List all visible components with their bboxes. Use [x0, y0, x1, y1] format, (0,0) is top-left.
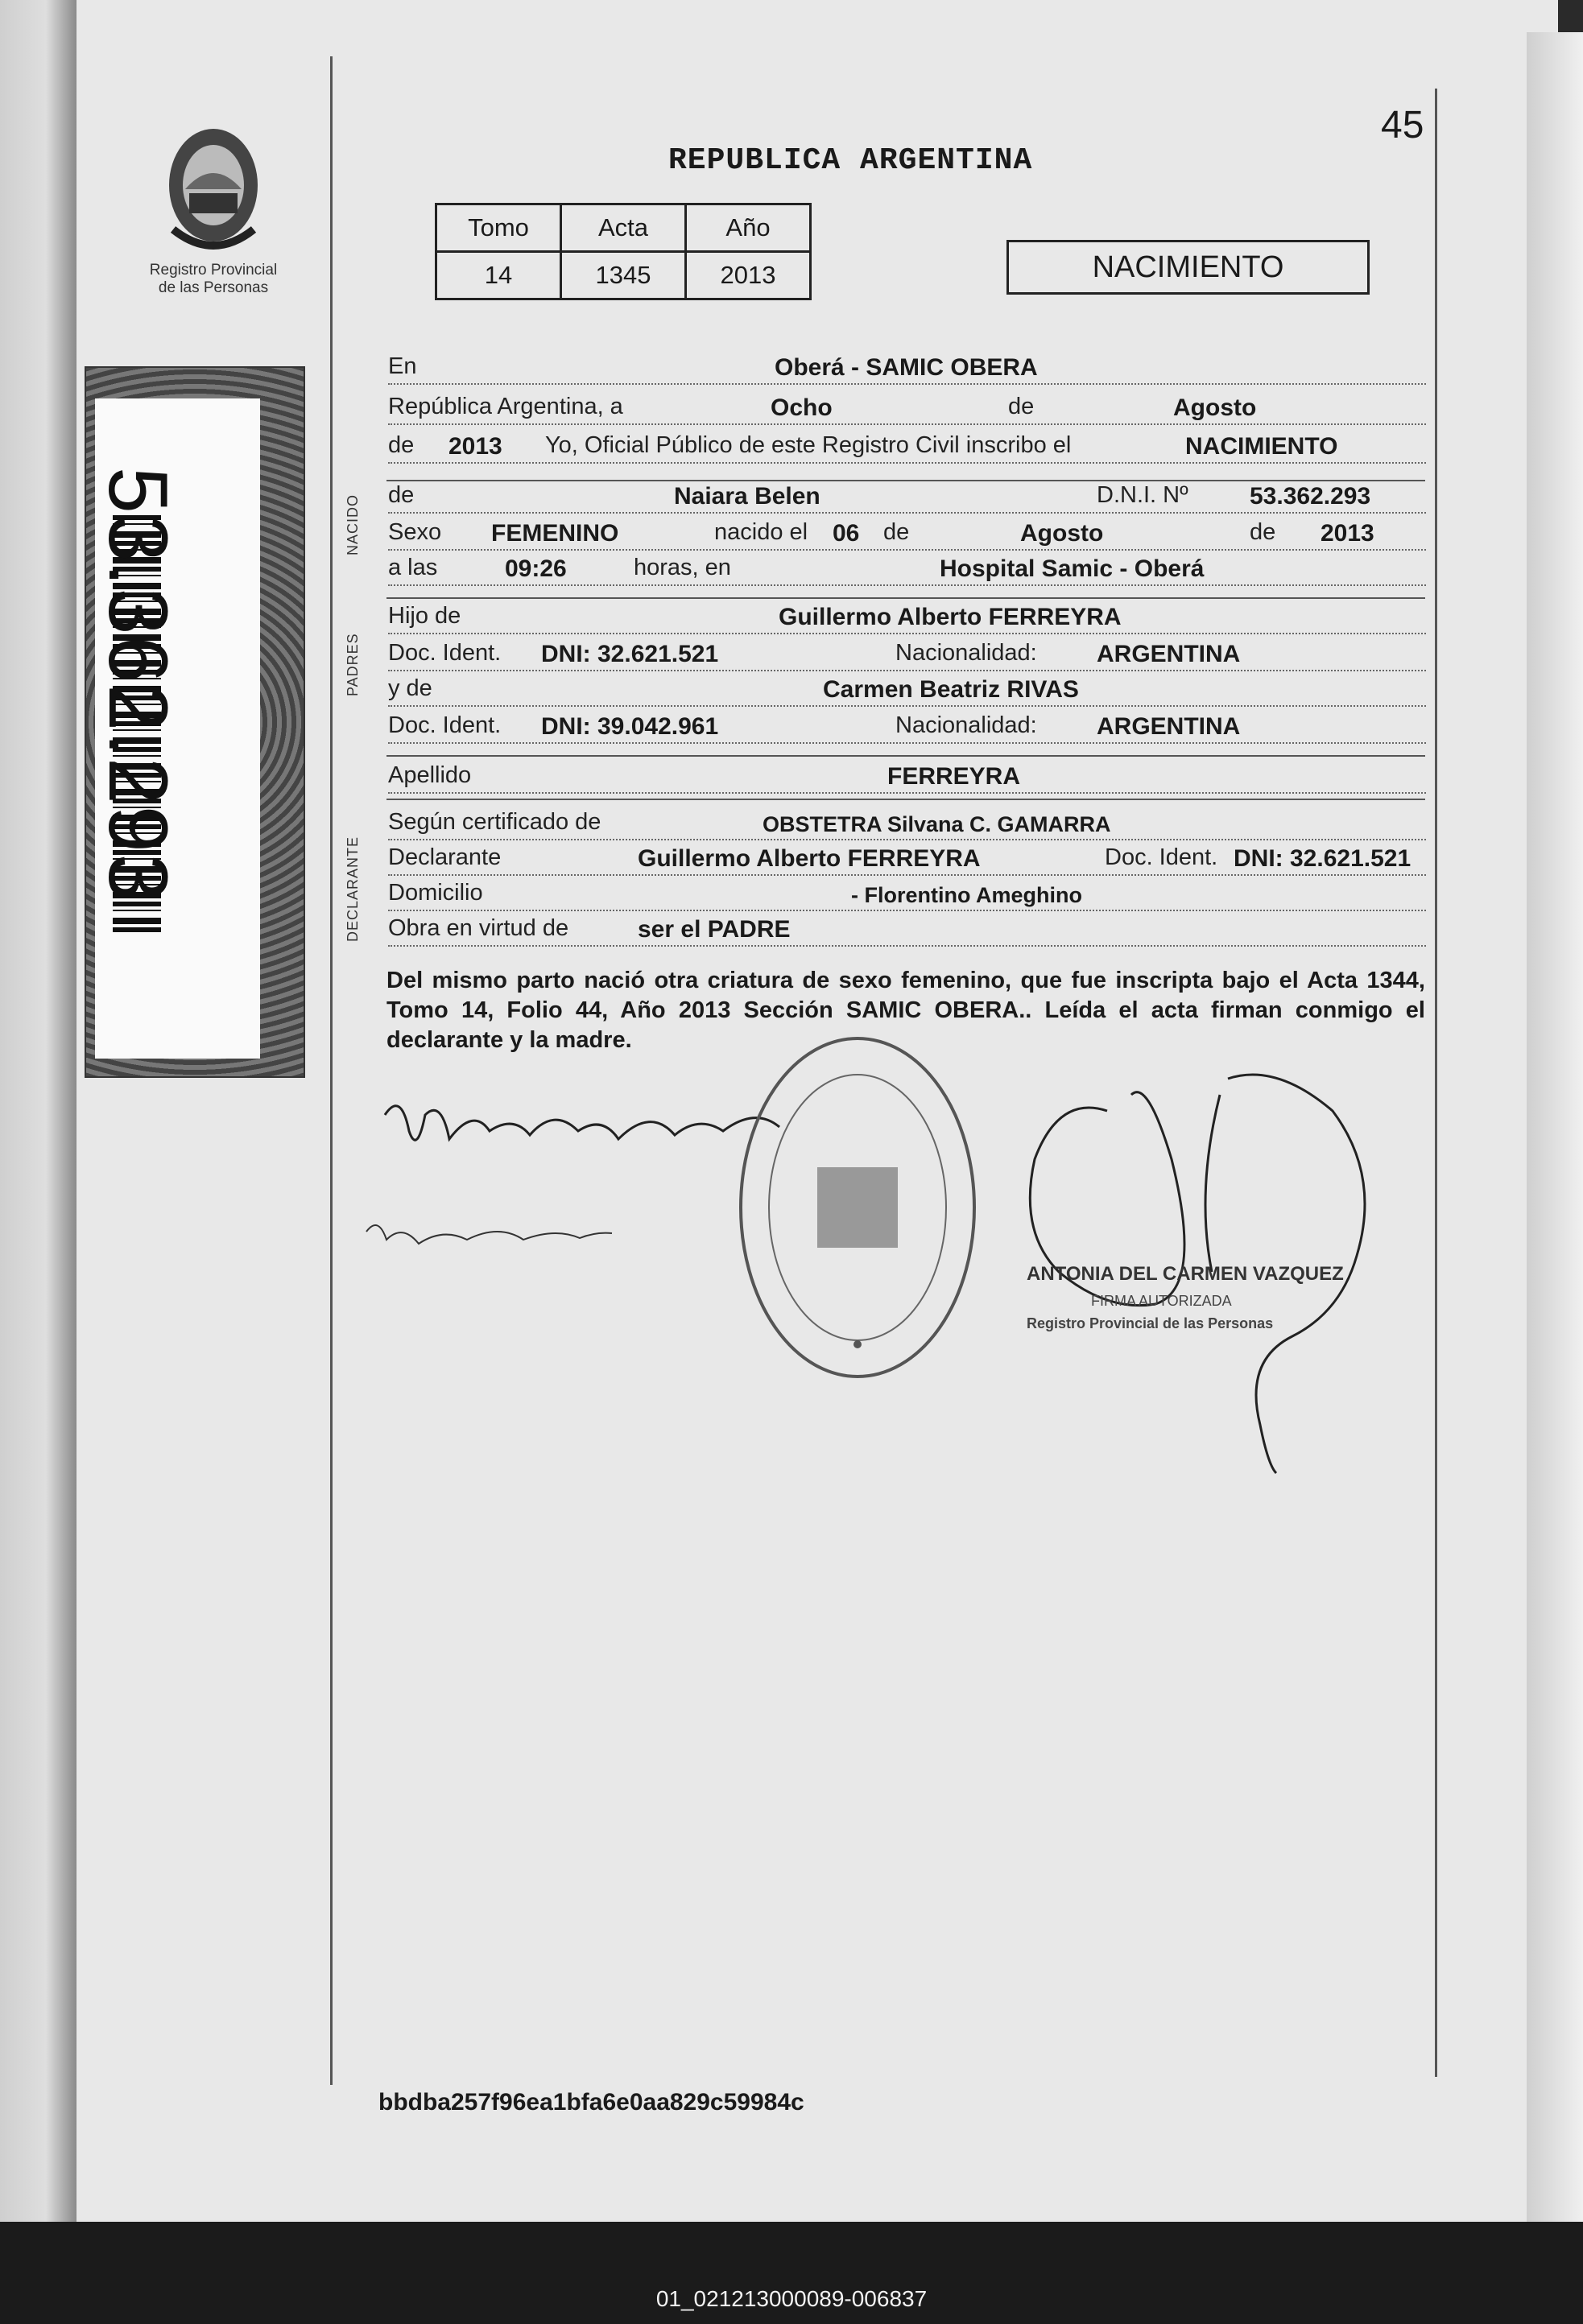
label-horas: horas, en — [634, 555, 731, 580]
registry-table — [435, 203, 812, 300]
label-dni: D.N.I. Nº — [1097, 482, 1188, 508]
page-number: 45 — [1381, 104, 1424, 147]
row-sexo — [388, 512, 1426, 551]
value-nombre: Naiara Belen — [674, 483, 820, 510]
value-nac2: ARGENTINA — [1097, 713, 1241, 740]
label-doc3: Doc. Ident. — [1105, 844, 1218, 870]
barcode-number: 53.362.293 — [91, 467, 184, 902]
mother-signature — [362, 1207, 620, 1264]
value-apellido: FERREYRA — [887, 763, 1021, 790]
row-hora — [388, 547, 1426, 586]
birth-note: Del mismo parto nació otra criatura de sexo femenino, que fue inscripta bajo el Acta 1344, Tomo 14, Folio 44, Año 2013 Sección SAMIC OBERA.. Leída el acta firman conmigo el declarante y la madre. — [386, 968, 1425, 1053]
registry-delegation-stamp — [729, 1022, 986, 1393]
margin-line-right — [1435, 89, 1437, 2077]
label-de2: de — [388, 432, 415, 458]
oficial-text: Yo, Oficial Público de este Registro Civil inscribo el — [545, 432, 1072, 458]
value-padre: Guillermo Alberto FERREYRA — [779, 604, 1122, 630]
side-label-declarante: DECLARANTE — [345, 836, 361, 942]
row-apellido — [388, 755, 1426, 794]
official-signature-stamp — [1011, 1046, 1397, 1481]
value-mes: Agosto — [1173, 394, 1257, 421]
label-de5: de — [1250, 519, 1276, 545]
value-madre: Carmen Beatriz RIVAS — [823, 676, 1079, 703]
right-page-edge — [1527, 32, 1583, 2222]
label-de: de — [1008, 394, 1035, 419]
value-nacido-anio: 2013 — [1321, 520, 1374, 547]
record-type-box: NACIMIENTO — [1006, 240, 1370, 295]
value-en: Oberá - SAMIC OBERA — [775, 354, 1038, 381]
table-cell-acta: 1345 — [561, 252, 686, 299]
row-certificado — [388, 802, 1426, 840]
value-declarante: Guillermo Alberto FERREYRA — [638, 845, 981, 872]
side-label-nacido: NACIDO — [345, 493, 361, 555]
label-sexo: Sexo — [388, 519, 442, 545]
label-alas: a las — [388, 555, 438, 580]
table-cell-tomo: 14 — [436, 252, 561, 299]
label-hijo: Hijo de — [388, 603, 461, 629]
row-en — [388, 346, 1426, 385]
label-certificado: Según certificado de — [388, 809, 601, 835]
official-role: FIRMA AUTORIZADA — [1091, 1293, 1232, 1309]
label-declarante: Declarante — [388, 844, 502, 870]
value-doc2: DNI: 39.042.961 — [541, 713, 719, 740]
row-domicilio — [388, 873, 1426, 911]
official-registry: Registro Provincial de las Personas — [1027, 1315, 1274, 1331]
label-de3: de — [388, 482, 415, 508]
document-hash: bbdba257f96ea1bfa6e0aa829c59984c — [378, 2089, 804, 2116]
table-header-anio: Año — [686, 204, 811, 252]
value-certificado: OBSTETRA Silvana C. GAMARRA — [763, 812, 1111, 836]
province-crest-logo — [157, 109, 270, 270]
value-nacido-dia: 06 — [833, 520, 860, 547]
label-nac1: Nacionalidad: — [895, 640, 1037, 666]
label-apellido: Apellido — [388, 762, 472, 788]
footer-id: 01_021213000089-006837 — [655, 2286, 928, 2311]
side-label-padres: PADRES — [345, 633, 361, 696]
row-hijo — [388, 596, 1426, 634]
value-doc3: DNI: 32.621.521 — [1234, 845, 1411, 872]
value-anio: 2013 — [448, 433, 502, 460]
label-yde: y de — [388, 675, 432, 701]
row-declarante — [388, 837, 1426, 876]
label-obra: Obra en virtud de — [388, 915, 569, 941]
row-nombre — [388, 475, 1426, 514]
label-en: En — [388, 353, 417, 379]
label-nacido: nacido el — [714, 519, 808, 545]
value-sexo: FEMENINO — [491, 520, 619, 547]
value-dia: Ocho — [771, 394, 833, 421]
left-page-edge — [0, 0, 76, 2222]
value-nac1: ARGENTINA — [1097, 641, 1241, 667]
page-title: REPUBLICA ARGENTINA — [668, 143, 1033, 178]
label-republica: República Argentina, a — [388, 394, 623, 419]
row-madre — [388, 668, 1426, 707]
label-doc2: Doc. Ident. — [388, 712, 502, 738]
value-nacido-mes: Agosto — [1020, 520, 1104, 547]
registry-caption: Registro Provincial de las Personas — [149, 262, 278, 296]
section-divider — [386, 799, 1425, 800]
official-name: ANTONIA DEL CARMEN VAZQUEZ — [1027, 1263, 1344, 1285]
table-cell-anio: 2013 — [686, 252, 811, 299]
value-doc1: DNI: 32.621.521 — [541, 641, 719, 667]
value-obra: ser el PADRE — [638, 916, 791, 943]
label-domicilio: Domicilio — [388, 880, 483, 906]
row-republica — [388, 386, 1426, 425]
table-header-tomo: Tomo — [436, 204, 561, 252]
margin-line-left — [330, 56, 333, 2085]
value-dni: 53.362.293 — [1250, 483, 1371, 510]
row-oficial — [388, 425, 1426, 464]
row-obra — [388, 908, 1426, 947]
label-doc1: Doc. Ident. — [388, 640, 502, 666]
table-header-acta: Acta — [561, 204, 686, 252]
value-inscribe: NACIMIENTO — [1185, 433, 1338, 460]
row-doc1 — [388, 633, 1426, 671]
value-hora: 09:26 — [505, 555, 567, 582]
value-lugar: Hospital Samic - Oberá — [940, 555, 1205, 582]
label-de4: de — [883, 519, 910, 545]
row-doc2 — [388, 705, 1426, 744]
value-domicilio: - Florentino Ameghino — [851, 883, 1082, 907]
label-nac2: Nacionalidad: — [895, 712, 1037, 738]
